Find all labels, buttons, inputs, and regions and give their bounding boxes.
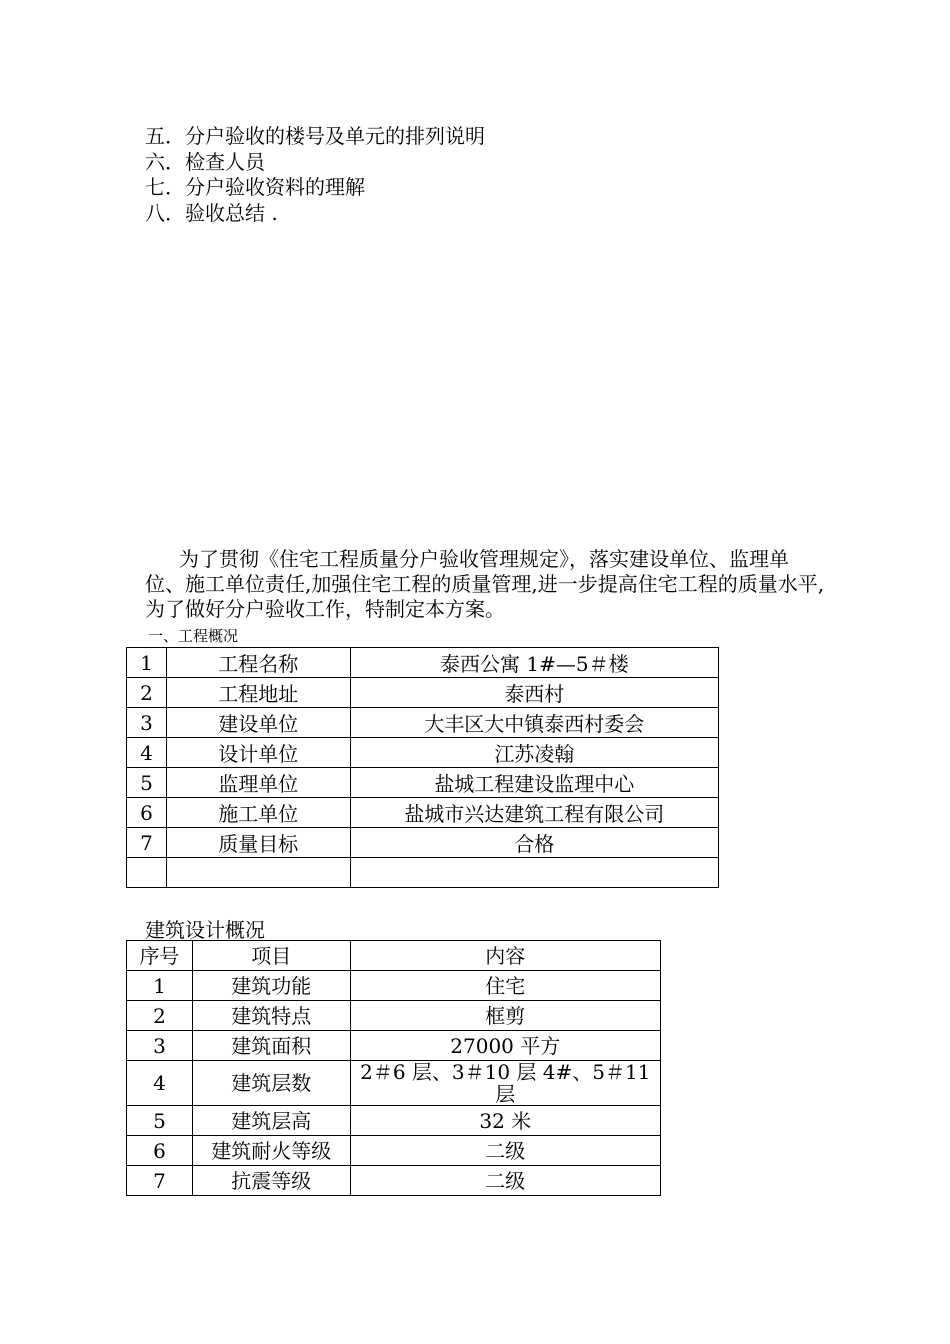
building-design-table [126,940,661,1196]
table-row [127,678,719,708]
table-row [127,708,719,738]
table-cell: 监理单位 [166,768,350,798]
table-row [127,1001,661,1031]
table-cell: 4 [127,1061,193,1106]
table-cell: 质量目标 [166,828,350,858]
toc-item-7: 七．分户验收资料的理解 [145,175,365,199]
table-row [127,858,719,888]
table-cell: 7 [127,1166,193,1196]
table-row [127,1031,661,1061]
table-cell: 6 [127,798,167,828]
table-cell: 建筑功能 [192,971,350,1001]
table-row [127,971,661,1001]
table-row [127,648,719,678]
section-title-building-design: 建筑设计概况 [145,918,265,942]
table-cell: 建筑面积 [192,1031,350,1061]
intro-paragraph: 为了贯彻《住宅工程质量分户验收管理规定》，落实建设单位、监理单位、施工单位责任,加强住宅工程的质量管理,进一步提高住宅工程的质量水平,为了做好分户验收工作，特制定本方案。 [145,547,825,621]
header-cell: 项目 [192,941,350,971]
table-cell: 二级 [350,1166,660,1196]
table-cell: 5 [127,1106,193,1136]
table-row [127,828,719,858]
table-row [127,1106,661,1136]
table-row [127,738,719,768]
table-cell: 抗震等级 [192,1166,350,1196]
table-cell: 框剪 [350,1001,660,1031]
table-cell: 3 [127,708,167,738]
table-cell: 2 [127,1001,193,1031]
table-cell: 3 [127,1031,193,1061]
table-of-contents [145,124,485,226]
table-cell: 建筑层数 [192,1061,350,1106]
table-cell: 泰西村 [350,678,718,708]
table-cell: 施工单位 [166,798,350,828]
table-cell: 泰西公寓 1#—5＃楼 [350,648,718,678]
table-row [127,768,719,798]
header-cell: 序号 [127,941,193,971]
table-cell: 合格 [350,828,718,858]
toc-item-5: 五．分户验收的楼号及单元的排列说明 [145,124,485,148]
table-cell: 二级 [350,1136,660,1166]
table-cell: 5 [127,768,167,798]
table-cell: 2 [127,678,167,708]
table-cell: 建筑层高 [192,1106,350,1136]
table-cell: 大丰区大中镇泰西村委会 [350,708,718,738]
table-cell [166,858,350,888]
table-cell: 江苏凌翰 [350,738,718,768]
table-row [127,1166,661,1196]
toc-item-8: 八．验收总结 . [145,200,278,225]
table-header-row [127,941,661,971]
table-cell: 1 [127,648,167,678]
table-row [127,1061,661,1106]
toc-item-6: 六．检查人员 [145,149,265,174]
table-cell: 2＃6 层、3＃10 层 4#、5＃11 层 [350,1061,660,1106]
project-overview-table [126,647,719,888]
section-title-project-overview: 一、工程概况 [148,627,239,645]
table-cell: 建筑耐火等级 [192,1136,350,1166]
table-cell: 建筑特点 [192,1001,350,1031]
table-cell: 盐城市兴达建筑工程有限公司 [350,798,718,828]
table-cell: 1 [127,971,193,1001]
table-cell: 工程地址 [166,678,350,708]
table-cell: 住宅 [350,971,660,1001]
table-cell [127,858,167,888]
table-cell: 建设单位 [166,708,350,738]
header-cell: 内容 [350,941,660,971]
table-cell: 工程名称 [166,648,350,678]
table-cell: 4 [127,738,167,768]
table-cell: 27000 平方 [350,1031,660,1061]
table-cell: 盐城工程建设监理中心 [350,768,718,798]
table-cell: 32 米 [350,1106,660,1136]
table-cell: 6 [127,1136,193,1166]
table-cell [350,858,718,888]
table-cell: 设计单位 [166,738,350,768]
table-cell: 7 [127,828,167,858]
table-row [127,1136,661,1166]
table-row [127,798,719,828]
